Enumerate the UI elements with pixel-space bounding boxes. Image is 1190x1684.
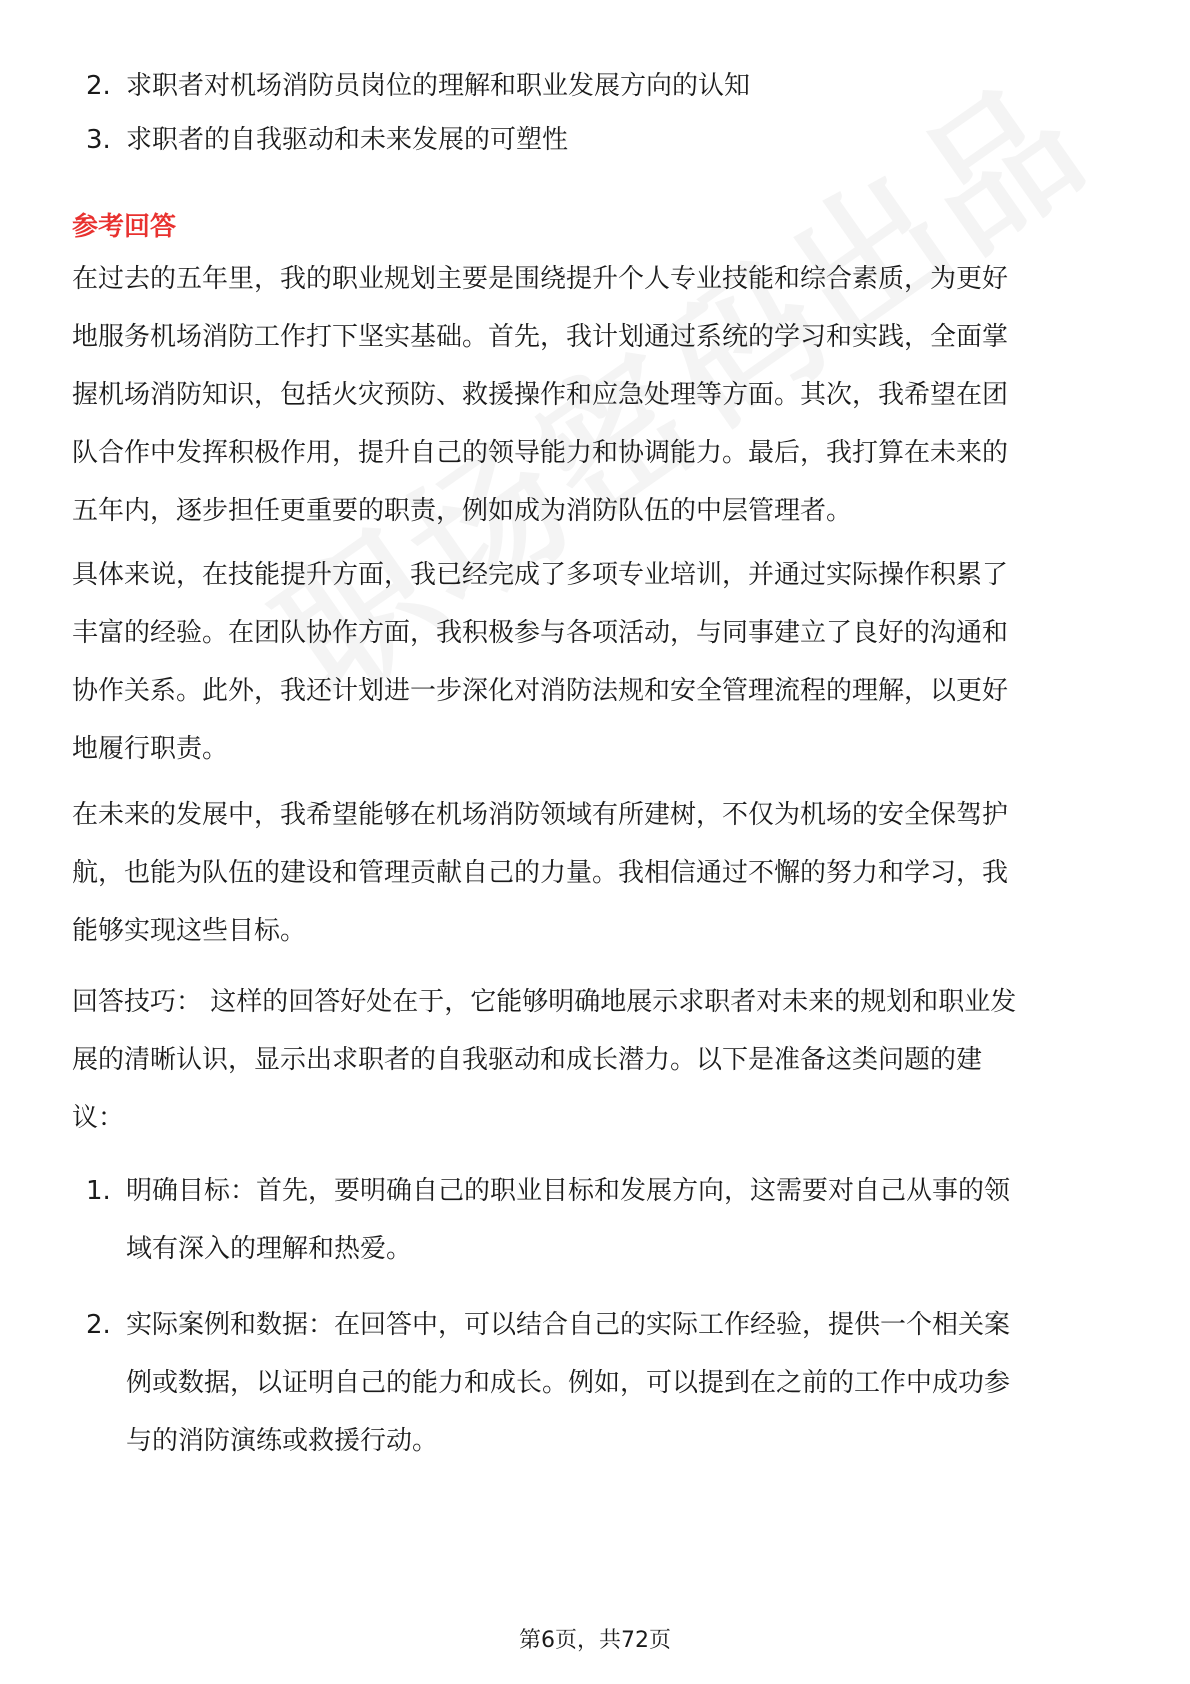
- paragraph-line: 航，也能为队伍的建设和管理贡献自己的力量。我相信通过不懈的努力和学习，我: [72, 858, 1009, 888]
- paragraph-line: 协作关系。此外，我还计划进一步深化对消防法规和安全管理流程的理解，以更好: [72, 676, 1009, 706]
- list-text-line: 域有深入的理解和热爱。: [126, 1234, 413, 1264]
- paragraph-line: 能够实现这些目标。: [72, 916, 307, 946]
- paragraph: [72, 250, 1122, 540]
- paragraph-line: 地服务机场消防工作打下坚实基础。首先，我计划通过系统的学习和实践，全面掌: [72, 322, 1009, 352]
- section-heading: 参考回答: [72, 212, 177, 242]
- paragraph-line: 具体来说，在技能提升方面，我已经完成了多项专业培训，并通过实际操作积累了: [72, 560, 1009, 590]
- paragraph-line: 队合作中发挥积极作用，提升自己的领导能力和协调能力。最后，我打算在未来的: [72, 438, 1009, 468]
- list-text-line: 例或数据，以证明自己的能力和成长。例如，可以提到在之前的工作中成功参: [126, 1368, 1011, 1398]
- page-footer: 第6页，共72页: [519, 1628, 671, 1653]
- paragraph: [72, 546, 1122, 778]
- paragraph-line: 在未来的发展中，我希望能够在机场消防领域有所建树，不仅为机场的安全保驾护: [72, 800, 1009, 830]
- paragraph-line: 议：: [72, 1103, 125, 1133]
- paragraph-line: 展的清晰认识，显示出求职者的自我驱动和成长潜力。以下是准备这类问题的建: [72, 1045, 983, 1075]
- paragraph-line: 回答技巧： 这样的回答好处在于，它能够明确地展示求职者对未来的规划和职业发: [72, 987, 1017, 1017]
- list-text-line: 实际案例和数据：在回答中，可以结合自己的实际工作经验，提供一个相关案: [126, 1310, 1011, 1340]
- list-text: 求职者对机场消防员岗位的理解和职业发展方向的认知: [126, 71, 751, 101]
- paragraph-line: 在过去的五年里，我的职业规划主要是围绕提升个人专业技能和综合素质，为更好: [72, 264, 1009, 294]
- list-text-line: 与的消防演练或救援行动。: [126, 1426, 439, 1456]
- list-text: 求职者的自我驱动和未来发展的可塑性: [126, 125, 569, 155]
- list-number: 1.: [86, 1176, 111, 1206]
- list-number: 2.: [86, 71, 111, 101]
- paragraph-line: 丰富的经验。在团队协作方面，我积极参与各项活动，与同事建立了良好的沟通和: [72, 618, 1009, 648]
- list-number: 2.: [86, 1310, 111, 1340]
- list-text-line: 明确目标：首先，要明确自己的职业目标和发展方向，这需要对自己从事的领: [126, 1176, 1011, 1206]
- paragraph-line: 地履行职责。: [72, 734, 229, 764]
- paragraph-line: 五年内，逐步担任更重要的职责，例如成为消防队伍的中层管理者。: [72, 496, 853, 526]
- paragraph: [72, 786, 1122, 960]
- answer-tips-paragraph: [72, 973, 1122, 1147]
- paragraph-line: 握机场消防知识，包括火灾预防、救援操作和应急处理等方面。其次，我希望在团: [72, 380, 1009, 410]
- list-number: 3.: [86, 125, 111, 155]
